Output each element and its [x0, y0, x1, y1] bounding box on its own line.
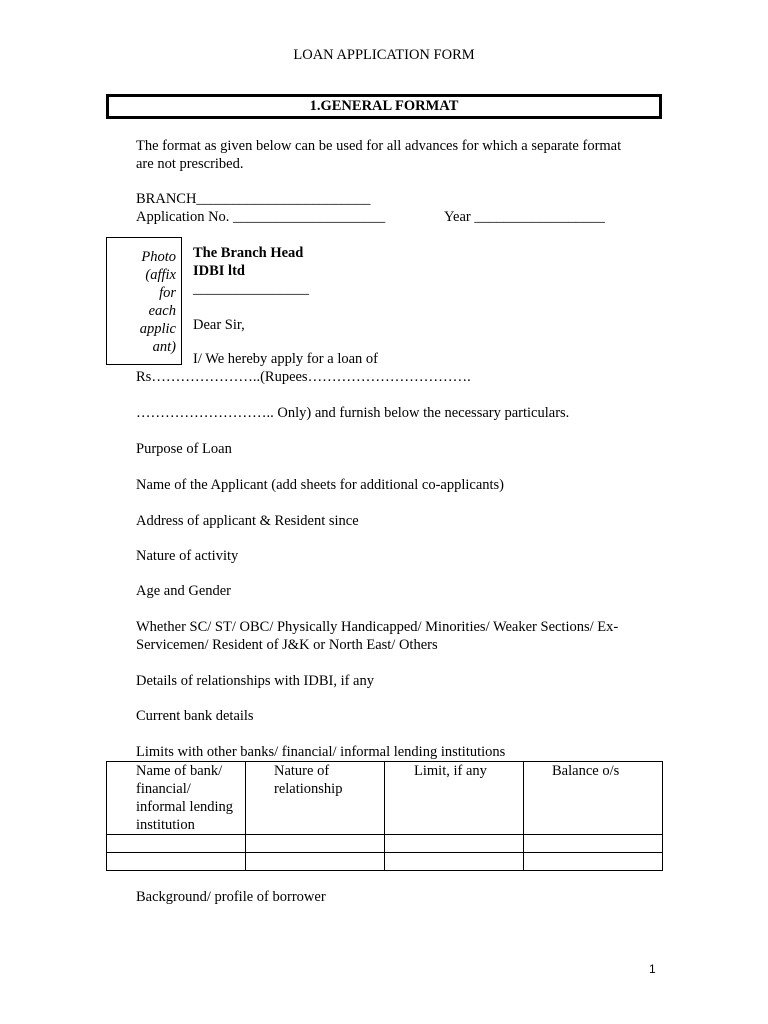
header-limit: Limit, if any — [385, 762, 524, 835]
table-cell[interactable] — [524, 853, 663, 871]
application-no-field[interactable]: Application No. _____________________ — [136, 209, 386, 225]
idbi-relationships: Details of relationships with IDBI, if any — [136, 673, 374, 689]
header-bank-name: Name of bank/ financial/ informal lending institution — [107, 762, 246, 835]
addressee-line-1: The Branch Head — [193, 245, 304, 261]
category-line-2: Servicemen/ Resident of J&K or North East/ Others — [136, 637, 438, 653]
age-and-gender: Age and Gender — [136, 583, 232, 599]
addressee-line-2: IDBI ltd — [193, 263, 245, 279]
applicant-name: Name of the Applicant (add sheets for additional co-applicants) — [136, 477, 505, 493]
header-relationship: Nature of relationship — [246, 762, 385, 835]
table-cell[interactable] — [524, 835, 663, 853]
table-header-row — [107, 762, 663, 835]
year-field[interactable]: Year __________________ — [444, 209, 605, 225]
category-line-1: Whether SC/ ST/ OBC/ Physically Handicapped/ Minorities/ Weaker Sections/ Ex- — [136, 619, 619, 635]
limits-table — [106, 761, 663, 871]
purpose-of-loan: Purpose of Loan — [136, 441, 232, 457]
photo-box — [106, 237, 182, 365]
salutation: Dear Sir, — [193, 317, 245, 333]
current-bank-details: Current bank details — [136, 708, 254, 724]
header-balance: Balance o/s — [524, 762, 663, 835]
intro-line-1: The format as given below can be used for all advances for which a separate format — [136, 138, 622, 154]
borrower-background: Background/ profile of borrower — [136, 889, 326, 905]
photo-note: Photo (affix for each applic ant) — [139, 249, 176, 355]
apply-line-3[interactable]: ……………………….. Only) and furnish below the necessary particulars. — [136, 405, 570, 421]
section-heading: 1.GENERAL FORMAT — [106, 94, 662, 119]
page-number: 1 — [649, 962, 656, 976]
apply-line-1: I/ We hereby apply for a loan of — [193, 351, 378, 367]
table-cell[interactable] — [246, 853, 385, 871]
nature-of-activity: Nature of activity — [136, 548, 239, 564]
table-cell[interactable] — [246, 835, 385, 853]
table-row[interactable] — [107, 853, 663, 871]
applicant-address: Address of applicant & Resident since — [136, 513, 359, 529]
form-title: LOAN APPLICATION FORM — [293, 47, 475, 63]
table-cell[interactable] — [107, 835, 246, 853]
table-cell[interactable] — [107, 853, 246, 871]
table-cell[interactable] — [385, 835, 524, 853]
limits-caption: Limits with other banks/ financial/ informal lending institutions — [136, 744, 506, 760]
branch-field[interactable]: BRANCH________________________ — [136, 191, 371, 207]
intro-line-2: are not prescribed. — [136, 156, 244, 172]
apply-line-2[interactable]: Rs…………………..(Rupees……………………………. — [136, 369, 471, 385]
table-cell[interactable] — [385, 853, 524, 871]
table-row[interactable] — [107, 835, 663, 853]
addressee-line-3[interactable]: ________________ — [193, 281, 309, 297]
